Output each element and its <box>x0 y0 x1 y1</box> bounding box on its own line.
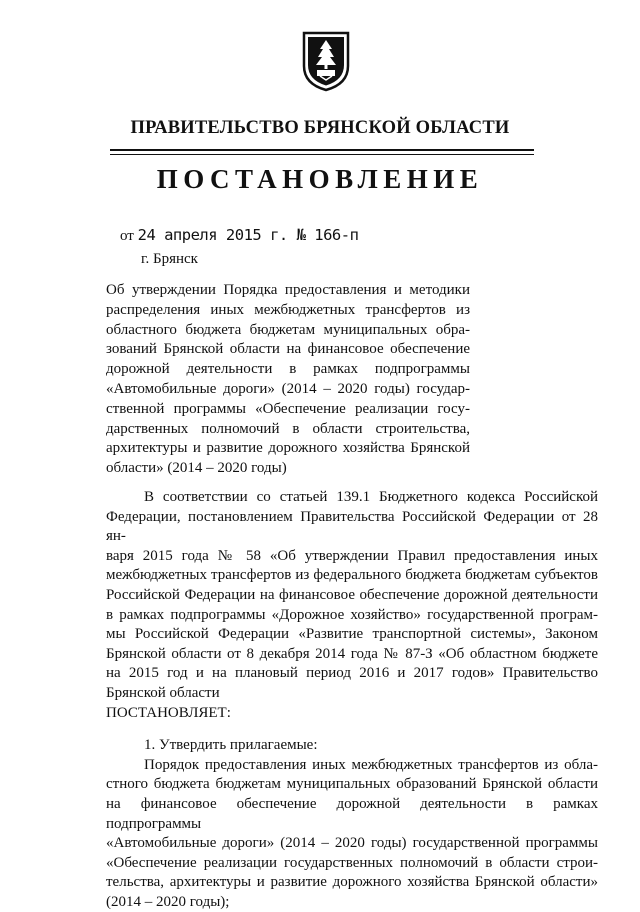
document-body <box>106 488 598 912</box>
date-prefix: от <box>120 228 134 244</box>
subject-line: архитектуры и развитие дорожного хозяйства Брянской <box>106 440 470 457</box>
subject-line: ственной программы «Обеспечение реализации госу- <box>106 400 470 417</box>
subject-line: распределения иных межбюджетных трансфертов из <box>106 301 470 318</box>
subject-line: дорожной деятельности в рамках подпрограммы <box>106 361 470 378</box>
preamble-line: межбюджетных трансфертов из федерального бюджета бюджетам субъектов <box>106 567 598 584</box>
coat-of-arms-emblem <box>301 30 351 92</box>
paragraph-spacer <box>106 723 598 736</box>
item-1-1-line: на финансовое обеспечение дорожной деятельности в рамках подпрограммы <box>106 795 598 832</box>
subject-line: зований Брянской области на финансовое обеспечение <box>106 341 470 358</box>
subject-line: дарственных полномочий в области строительства, <box>106 420 470 437</box>
subject-line: областного бюджета бюджетам муниципальных обра- <box>106 321 470 338</box>
subject-line: области» (2014 – 2020 годы) <box>106 460 287 477</box>
header-rule-thin <box>110 154 534 155</box>
preamble-line: мы Российской Федерации «Развитие транспортной системы», Законом <box>106 626 598 643</box>
preamble-line: варя 2015 года № 58 «Об утверждении Правил предоставления иных <box>106 547 598 564</box>
item-1-1-line: стного бюджета бюджетам муниципальных образований Брянской области <box>106 776 598 793</box>
header-rule-thick <box>110 149 534 151</box>
subject-block <box>106 281 470 479</box>
preamble-line: Брянской области от 8 декабря 2014 года № 87-З «Об областном бюджете <box>106 645 598 662</box>
preamble-line: В соответствии со статьей 139.1 Бюджетного кодекса Российской <box>144 489 598 505</box>
item-1-1-line: тельства, архитектуры и развитие дорожного хозяйства Брянской области» <box>106 874 598 891</box>
item-1-1-line: (2014 – 2020 годы); <box>106 893 230 910</box>
preamble-line: Брянской области <box>106 684 220 701</box>
item-1-heading: 1. Утвердить прилагаемые: <box>144 737 318 754</box>
preamble-line: Федерации, постановлением Правительства Российской Федерации от 28 ян- <box>106 508 598 545</box>
date-and-number: 24 апреля 2015 г. № 166-п <box>137 226 359 244</box>
item-1-1-line: «Обеспечение реализации государственных полномочий в области строи- <box>106 854 598 871</box>
preamble-line: Российской Федерации на финансовое обеспечение дорожной деятельности <box>106 586 598 603</box>
item-1-1-line: Порядок предоставления иных межбюджетных трансфертов из обла- <box>144 756 598 773</box>
date-number-line <box>120 226 358 245</box>
city: г. Брянск <box>141 251 198 267</box>
decree-word: ПОСТАНОВЛЯЕТ: <box>106 704 231 721</box>
subject-line: «Автомобильные дороги» (2014 – 2020 годы) государ- <box>106 380 470 397</box>
preamble-line: в рамках подпрограммы «Дорожное хозяйство» государственной програм- <box>106 606 598 623</box>
item-1-1-line: «Автомобильные дороги» (2014 – 2020 годы) государственной программы <box>106 835 598 852</box>
document-type-title: ПОСТАНОВЛЕНИЕ <box>156 164 484 194</box>
government-name: ПРАВИТЕЛЬСТВО БРЯНСКОЙ ОБЛАСТИ <box>130 118 510 138</box>
preamble-line: на 2015 год и на плановый период 2016 и 2017 годов» Правительство <box>106 665 598 682</box>
subject-line: Об утверждении Порядка предоставления и методики <box>106 282 470 298</box>
